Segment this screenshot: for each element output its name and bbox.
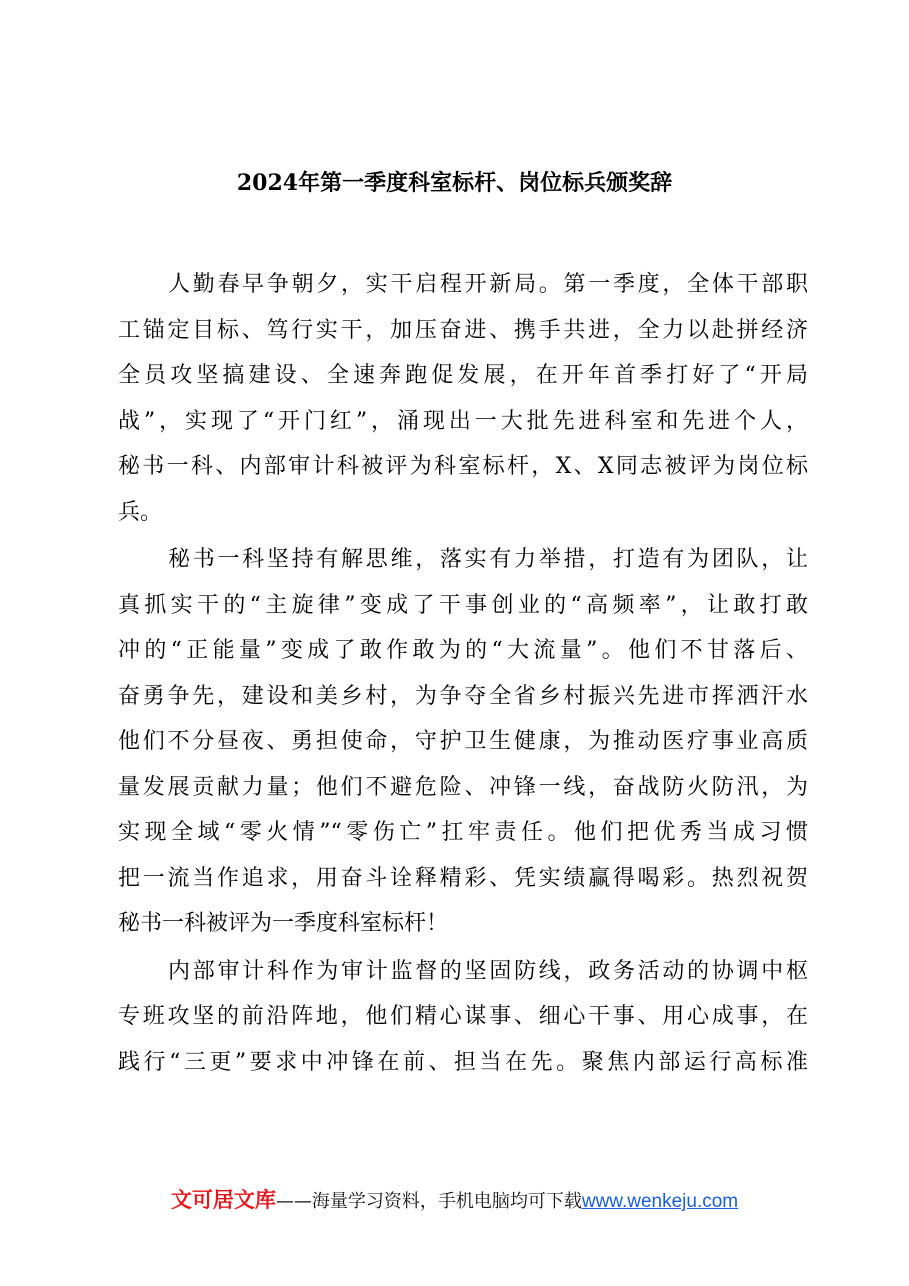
text-line: 全员攻坚搞建设、全速奔跑促发展，在开年首季打好了“开局 <box>118 363 808 388</box>
text-line: 践行“三更”要求中冲锋在前、担当在先。聚焦内部运行高标准 <box>118 1049 808 1075</box>
text-line: 量发展贡献力量；他们不避危险、冲锋一线，奋战防火防汛，为 <box>118 774 808 800</box>
text-line: 人勤春早争朝夕，实干启程开新局。第一季度，全体干部职 <box>168 272 808 297</box>
footer-brand: 文可居文库 <box>170 1188 276 1212</box>
text-line: 秘书一科坚持有解思维，落实有力举措，打造有为团队，让 <box>168 547 808 572</box>
text-line: 内部审计科作为审计监督的坚固防线，政务活动的协调中枢 <box>168 958 808 984</box>
footer-slogan: ——海量学习资料，手机电脑均可下载 <box>275 1191 582 1212</box>
text-line: 实现全域“零火情”“零伤亡”扛牢责任。他们把优秀当成习惯 <box>118 820 808 845</box>
paragraph-2 <box>118 537 808 947</box>
footer-banner <box>0 1184 909 1214</box>
text-line: 秘书一科被评为一季度科室标杆！ <box>118 911 449 936</box>
text-line: 专班攻坚的前沿阵地，他们精心谋事、细心干事、用心成事，在 <box>118 1004 808 1029</box>
paragraph-1 <box>118 262 808 535</box>
footer-site-link[interactable]: www.wenkeju.com <box>581 1191 739 1212</box>
text-line: 奋勇争先，建设和美乡村，为争夺全省乡村振兴先进市挥洒汗水 <box>118 683 808 709</box>
paragraph-3 <box>118 949 808 1086</box>
text-line: 冲的“正能量”变成了敢作敢为的“大流量”。他们不甘落后、 <box>118 638 808 663</box>
text-line: 真抓实干的“主旋律”变成了干事创业的“高频率”，让敢打敢 <box>118 592 808 618</box>
document-title: 2024年第一季度科室标杆、岗位标兵颁奖辞 <box>236 170 673 196</box>
text-line: 兵。 <box>118 499 163 525</box>
text-line: 工锚定目标、笃行实干，加压奋进、携手共进，全力以赴拼经济 <box>118 317 808 343</box>
text-line: 把一流当作追求，用奋斗诠释精彩、凭实绩赢得喝彩。热烈祝贺 <box>118 865 808 891</box>
text-line: 秘书一科、内部审计科被评为科室标杆，X、X同志被评为岗位标 <box>118 454 808 479</box>
text-line: 他们不分昼夜、勇担使命，守护卫生健康，为推动医疗事业高质 <box>118 729 808 754</box>
document-body <box>118 262 808 1085</box>
text-line: 战”，实现了“开门红”，涌现出一大批先进科室和先进个人， <box>118 408 808 434</box>
